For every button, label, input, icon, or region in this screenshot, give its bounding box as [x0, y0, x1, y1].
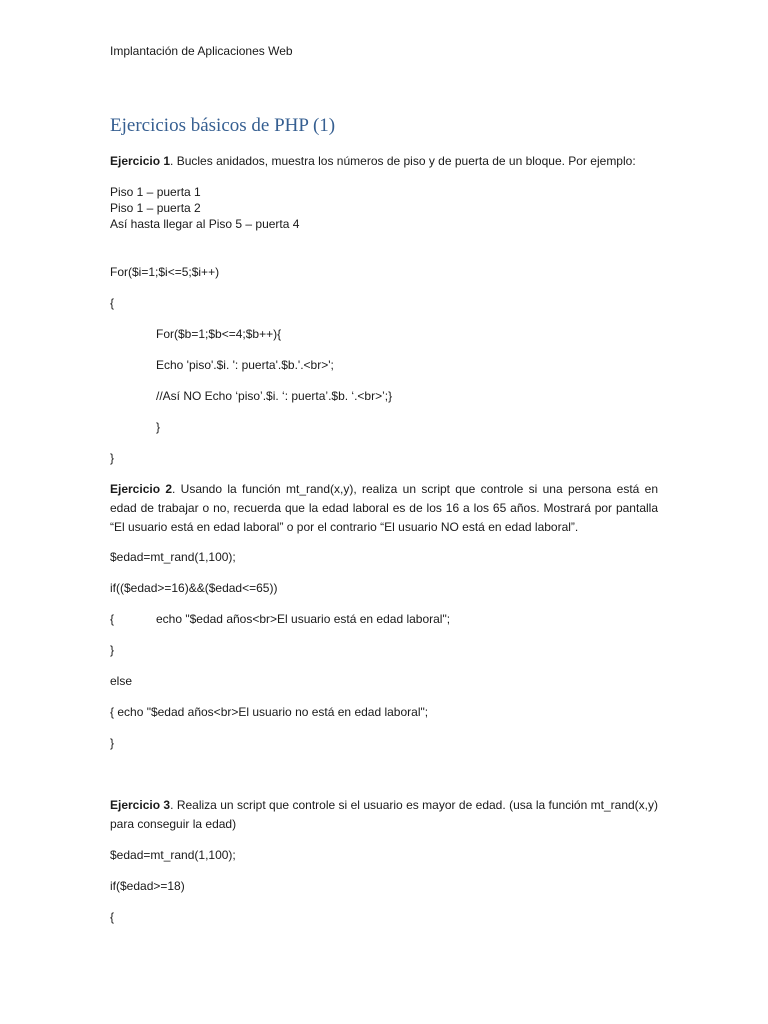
exercise-1-text: . Bucles anidados, muestra los números de piso y de puerta de un bloque. Por ejemplo:	[170, 154, 636, 168]
example-line: Así hasta llegar al Piso 5 – puerta 4	[110, 217, 300, 231]
exercise-3-statement	[110, 796, 658, 834]
code-line: Echo 'piso'.$i. ': puerta'.$b.'.<br>';	[156, 358, 334, 372]
document-title: Ejercicios básicos de PHP (1)	[110, 115, 336, 136]
code-line: }	[110, 736, 115, 750]
exercise-1-label: Ejercicio 1	[110, 154, 171, 168]
exercise-2-text: . Usando la función mt_rand(x,y), realiza un script que controle si una persona está en edad de trabajar o no, recuerda que la edad laboral es de los 16 a los 65 años. Mostrará por pantalla “El usuario está en edad laboral” o por el contrario “El usuario NO está en edad laboral”.	[110, 482, 658, 534]
page-header: Implantación de Aplicaciones Web	[110, 44, 293, 58]
exercise-2-label: Ejercicio 2	[110, 482, 173, 496]
code-line: }	[110, 643, 115, 657]
code-comment-line: //Así NO Echo ‘piso’.$i. ‘: puerta’.$b. ‘.<br>’;}	[156, 389, 393, 403]
code-line: if(($edad>=16)&&($edad<=65))	[110, 581, 278, 595]
example-line: Piso 1 – puerta 1	[110, 185, 201, 199]
example-line: Piso 1 – puerta 2	[110, 201, 201, 215]
code-line: {	[110, 910, 115, 924]
exercise-3-text: . Realiza un script que controle si el usuario es mayor de edad. (usa la función mt_rand(x,y) para conseguir la edad)	[110, 798, 658, 831]
code-line: For($i=1;$i<=5;$i++)	[110, 265, 220, 279]
code-line: { echo "$edad años<br>El usuario no está en edad laboral";	[110, 705, 429, 719]
code-line: {	[110, 612, 115, 626]
code-line: if($edad>=18)	[110, 879, 185, 893]
exercise-2-statement	[110, 480, 658, 537]
code-line: For($b=1;$b<=4;$b++){	[156, 327, 282, 341]
code-line: $edad=mt_rand(1,100);	[110, 550, 236, 564]
code-line: }	[110, 451, 115, 465]
code-line: $edad=mt_rand(1,100);	[110, 848, 236, 862]
code-line: else	[110, 674, 133, 688]
code-line: echo "$edad años<br>El usuario está en edad laboral";	[156, 612, 451, 626]
exercise-3-label: Ejercicio 3	[110, 798, 171, 812]
code-line: }	[156, 420, 161, 434]
code-line: {	[110, 296, 115, 310]
exercise-1-statement	[110, 153, 636, 169]
